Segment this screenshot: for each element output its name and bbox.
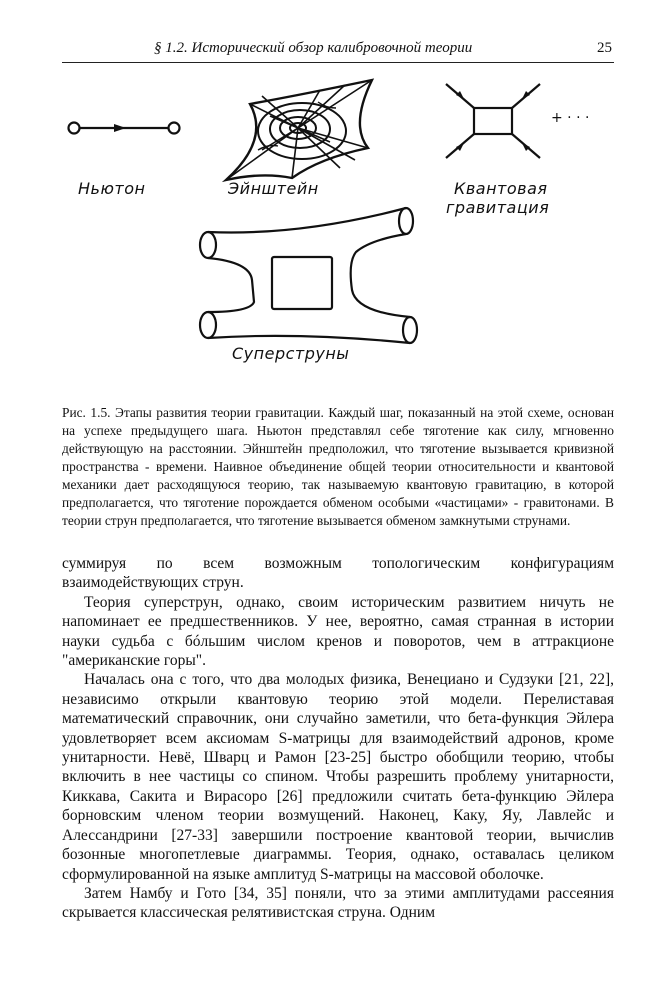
einstein-label: Эйнштейн [228,179,319,198]
page-number: 25 [597,40,612,56]
paragraph: Затем Намбу и Гото [34, 35] поняли, что за этими амплитудами рассеяния скрывается классическая релятивистская струна. Одним [62,884,614,922]
paragraph: суммируя по всем возможным топологическим конфигурациям взаимодействующих струн. [62,555,614,592]
body-text [62,554,614,923]
einstein-diagram [226,80,372,180]
superstrings-label: Суперструны [232,344,350,363]
quantum-label-line1: Квантовая [454,179,548,198]
newton-label: Ньютон [78,179,146,198]
running-header [62,38,614,63]
gravity-evolution-figure [0,68,658,368]
quantum-label-line2: гравитация [446,198,550,217]
running-title: § 1.2. Исторический обзор калибровочной теории [154,40,473,56]
newton-diagram [69,123,180,134]
paragraph: Началась она с того, что два молодых физика, Венециано и Судзуки [21, 22], независимо открыли квантовую теорию этой модели. Перелиставая математический справочник, они случайно заметили, что бета-функция Эйлера удовлетворяет всем аксиомам S-матрицы для взаимодействий адронов, кроме унитарности. Невё, Шварц и Рамон [23-25] быстро обобщили теорию, чтобы включить в нее частицы со спином. Чтобы разрешить проблему унитарности, Киккава, Сакита и Вирасоро [26] предложили считать бета-функцию Эйлера борновским членом теории возмущений. Наконец, Каку, Яу, Лавлейс и Алессандрини [27-33] завершили построение квантовой теории, вычислив бозонные многопетлевые диаграммы. Теория, однако, оставалась целиком сформулированной на языке амплитуд S-матрицы на массовой оболочке. [62,671,614,883]
ellipsis-text: + · · · [551,110,590,126]
quantum-gravity-diagram [446,84,540,158]
figure-caption: Рис. 1.5. Этапы развития теории гравитации. Каждый шаг, показанный на этой схеме, основан на успехе предыдущего шага. Ньютон представлял себе тяготение как силу, мгновенно действующую на расстоянии. Эйнштейн предположил, что тяготение вызывается кривизной пространства - времени. Наивное объединение общей теории относительности и квантовой механики дает расходящуюся теорию, так называемую квантовую гравитацию, в которой предполагается, что тяготение порождается обменом особыми «частицами» - гравитонами. В теории струн предполагается, что тяготение вызывается обменом замкнутыми струнами. [62,405,614,528]
paragraph: Теория суперструн, однако, своим историческим развитием ничуть не напоминает ее предшественников. У нее, вероятно, самая странная в истории науки судьба с бóльшим числом кренов и поворотов, чем в аттракционе "американские горы". [62,593,614,670]
superstrings-diagram [200,208,417,343]
